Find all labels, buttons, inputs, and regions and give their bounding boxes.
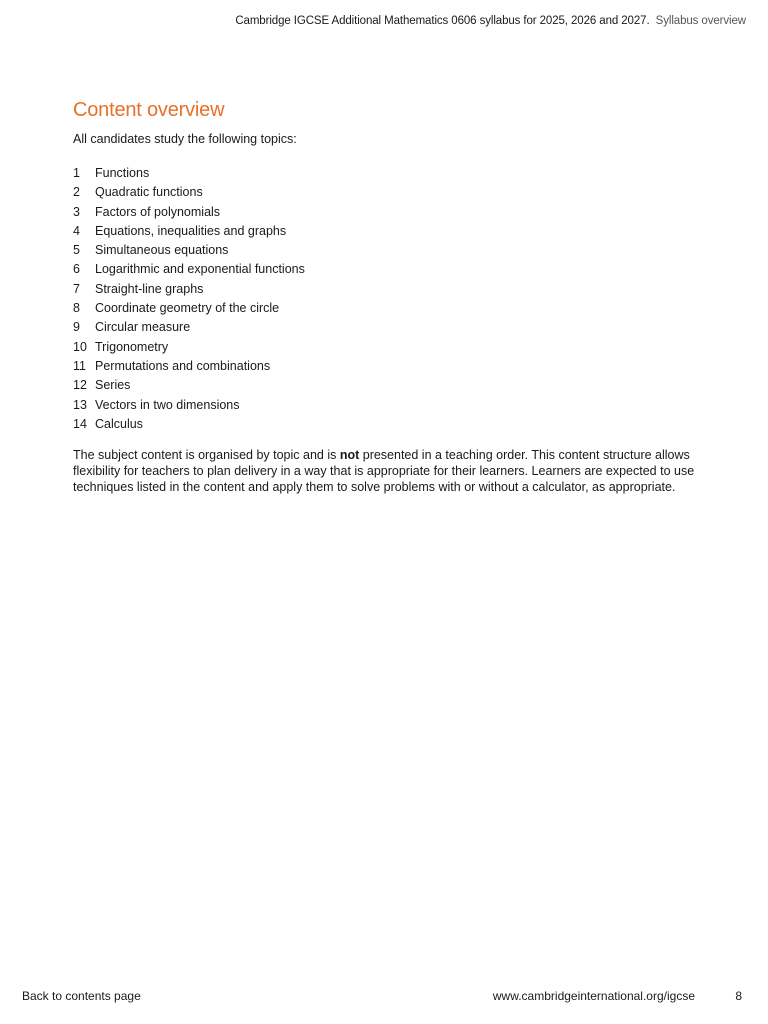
topic-number: 10: [73, 339, 87, 354]
topic-list: [73, 164, 698, 434]
topic-number: 4: [73, 223, 80, 238]
intro-text: All candidates study the following topics:: [73, 132, 297, 146]
topic-item: [73, 357, 698, 376]
topic-item: [73, 260, 698, 279]
topic-label: Vectors in two dimensions: [95, 397, 240, 412]
topic-label: Permutations and combinations: [95, 358, 271, 373]
topic-label: Quadratic functions: [95, 185, 203, 200]
topic-item: [73, 203, 698, 222]
topic-number: 1: [73, 166, 80, 180]
topic-label: Straight-line graphs: [95, 281, 204, 296]
topic-number: 2: [73, 185, 80, 200]
topic-number: 7: [73, 281, 80, 296]
topic-number: 12: [73, 378, 87, 393]
topic-item: [73, 396, 698, 415]
topic-item: [73, 164, 698, 183]
topic-label: Trigonometry: [95, 339, 169, 354]
topic-label: Functions: [95, 166, 150, 180]
page-number: 8: [735, 989, 742, 1003]
topic-number: 11: [73, 358, 86, 373]
topic-item: [73, 376, 698, 395]
topic-item: [73, 183, 698, 202]
topic-label: Series: [95, 378, 131, 393]
topic-item: [73, 318, 698, 337]
topic-label: Circular measure: [95, 320, 191, 335]
content-structure-paragraph: [73, 447, 698, 495]
topic-item: [73, 241, 698, 260]
topic-number: 8: [73, 301, 80, 316]
topic-number: 13: [73, 397, 87, 412]
topic-label: Simultaneous equations: [95, 243, 229, 258]
paragraph-text-end: presented in a teaching order. This content structure allows flexibility for teachers to plan delivery in a way that is appropriate for their learners. Learners are expected to use techniques listed in the content and apply them to solve problems with or without a calculator, as appropriate.: [73, 448, 695, 495]
topic-label: Equations, inequalities and graphs: [95, 223, 287, 238]
topic-number: 9: [73, 320, 80, 335]
back-to-contents-link[interactable]: Back to contents page: [22, 989, 141, 1003]
header-document-title: Cambridge IGCSE Additional Mathematics 0606 syllabus for 2025, 2026 and 2027.: [235, 15, 650, 27]
header-section-name: Syllabus overview: [655, 15, 746, 27]
topic-label: Coordinate geometry of the circle: [95, 301, 280, 316]
topic-item: [73, 299, 698, 318]
topic-item: [73, 415, 698, 434]
page-title: Content overview: [73, 99, 225, 121]
topic-number: 14: [73, 416, 87, 431]
topic-item: [73, 222, 698, 241]
paragraph-text-start: The subject content is organised by topic and is: [73, 448, 340, 463]
running-header: [235, 15, 746, 27]
paragraph-emphasis: not: [339, 448, 360, 463]
main-content: [73, 95, 698, 495]
topic-label: Factors of polynomials: [95, 204, 221, 219]
topic-label: Calculus: [95, 416, 143, 431]
website-link[interactable]: www.cambridgeinternational.org/igcse: [492, 989, 695, 1003]
topic-number: 5: [73, 243, 80, 258]
topic-item: [73, 280, 698, 299]
topic-number: 6: [73, 262, 80, 277]
topic-item: [73, 338, 698, 357]
topic-number: 3: [73, 204, 80, 219]
topic-label: Logarithmic and exponential functions: [95, 262, 305, 277]
